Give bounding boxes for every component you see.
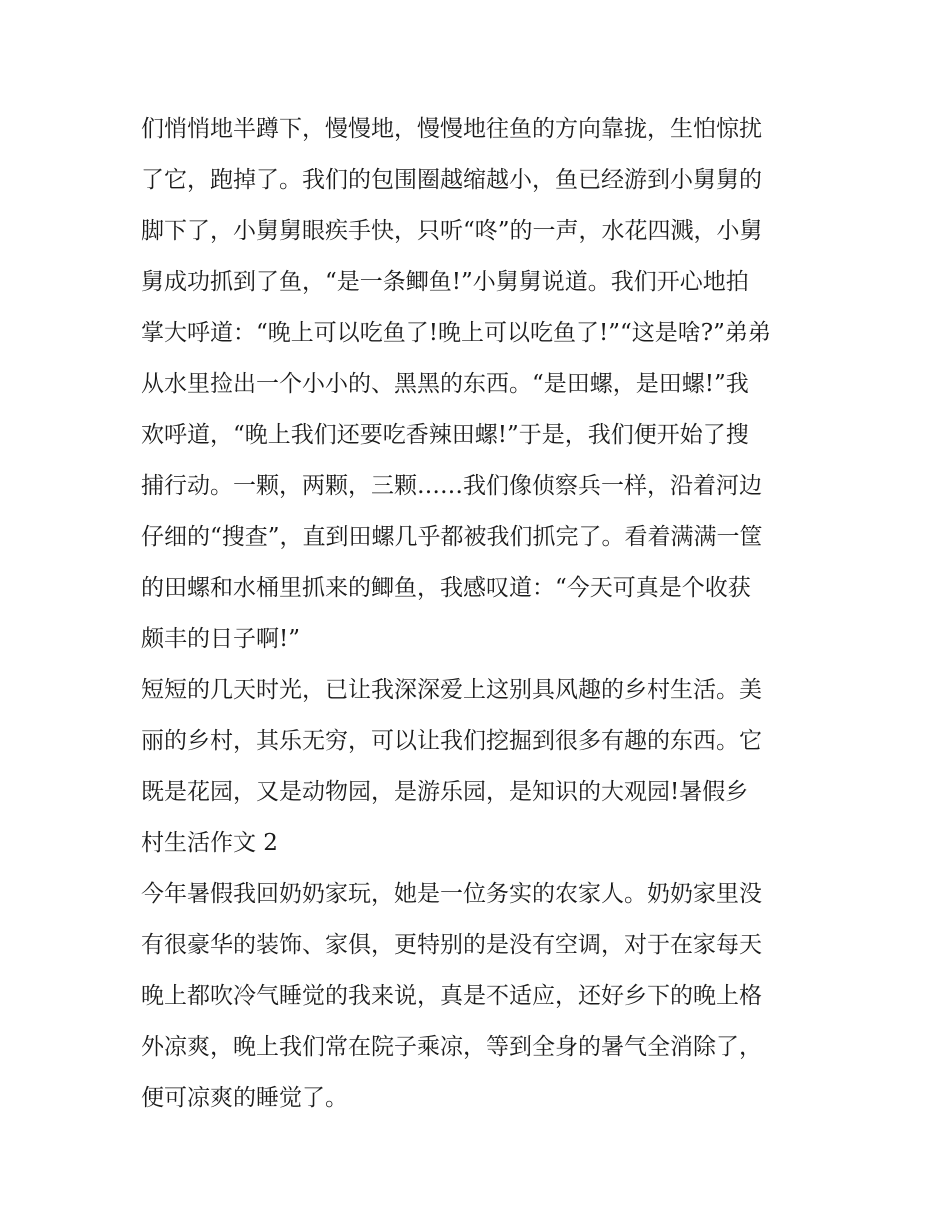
text-line-16: 今年暑假我回奶奶家玩，她是一位务实的农家人。奶奶家里没 <box>141 881 762 907</box>
text-line-2: 了它，跑掉了。我们的包围圈越缩越小，鱼已经游到小舅舅的 <box>141 167 762 193</box>
text-line-20: 便可凉爽的睡觉了。 <box>141 1085 348 1111</box>
text-line-6: 从水里捡出一个小小的、黑黑的东西。“是田螺，是田螺!”我 <box>141 371 749 397</box>
text-line-10: 的田螺和水桶里抓来的鲫鱼，我感叹道：“今天可真是个收获 <box>141 575 751 601</box>
text-line-5: 掌大呼道：“晚上可以吃鱼了!晚上可以吃鱼了!”“这是啥?”弟弟 <box>141 320 771 346</box>
text-line-9: 仔细的“搜查”，直到田螺几乎都被我们抓完了。看着满满一筐 <box>141 524 763 550</box>
text-line-14: 既是花园，又是动物园，是游乐园，是知识的大观园!暑假乡 <box>141 779 749 805</box>
text-line-1: 们悄悄地半蹲下，慢慢地，慢慢地往鱼的方向靠拢，生怕惊扰 <box>141 116 762 142</box>
text-line-8: 捕行动。一颗，两颗，三颗……我们像侦察兵一样，沿着河边 <box>141 473 762 499</box>
text-line-19: 外凉爽，晚上我们常在院子乘凉，等到全身的暑气全消除了， <box>141 1034 762 1060</box>
text-line-11: 颇丰的日子啊!” <box>141 626 301 652</box>
essay-text <box>141 104 811 1124</box>
text-line-12: 短短的几天时光，已让我深深爱上这别具风趣的乡村生活。美 <box>141 677 762 703</box>
text-line-18: 晚上都吹冷气睡觉的我来说，真是不适应，还好乡下的晚上格 <box>141 983 762 1009</box>
section-heading: 村生活作文 2 <box>141 830 278 856</box>
text-line-7: 欢呼道，“晚上我们还要吃香辣田螺!”于是，我们便开始了搜 <box>141 422 749 448</box>
text-line-17: 有很豪华的装饰、家俱，更特别的是没有空调，对于在家每天 <box>141 932 762 958</box>
text-line-13: 丽的乡村，其乐无穷，可以让我们挖掘到很多有趣的东西。它 <box>141 728 762 754</box>
text-line-3: 脚下了，小舅舅眼疾手快，只听“咚”的一声，水花四溅，小舅 <box>141 218 763 244</box>
text-line-4: 舅成功抓到了鱼，“是一条鲫鱼!”小舅舅说道。我们开心地拍 <box>141 269 749 295</box>
